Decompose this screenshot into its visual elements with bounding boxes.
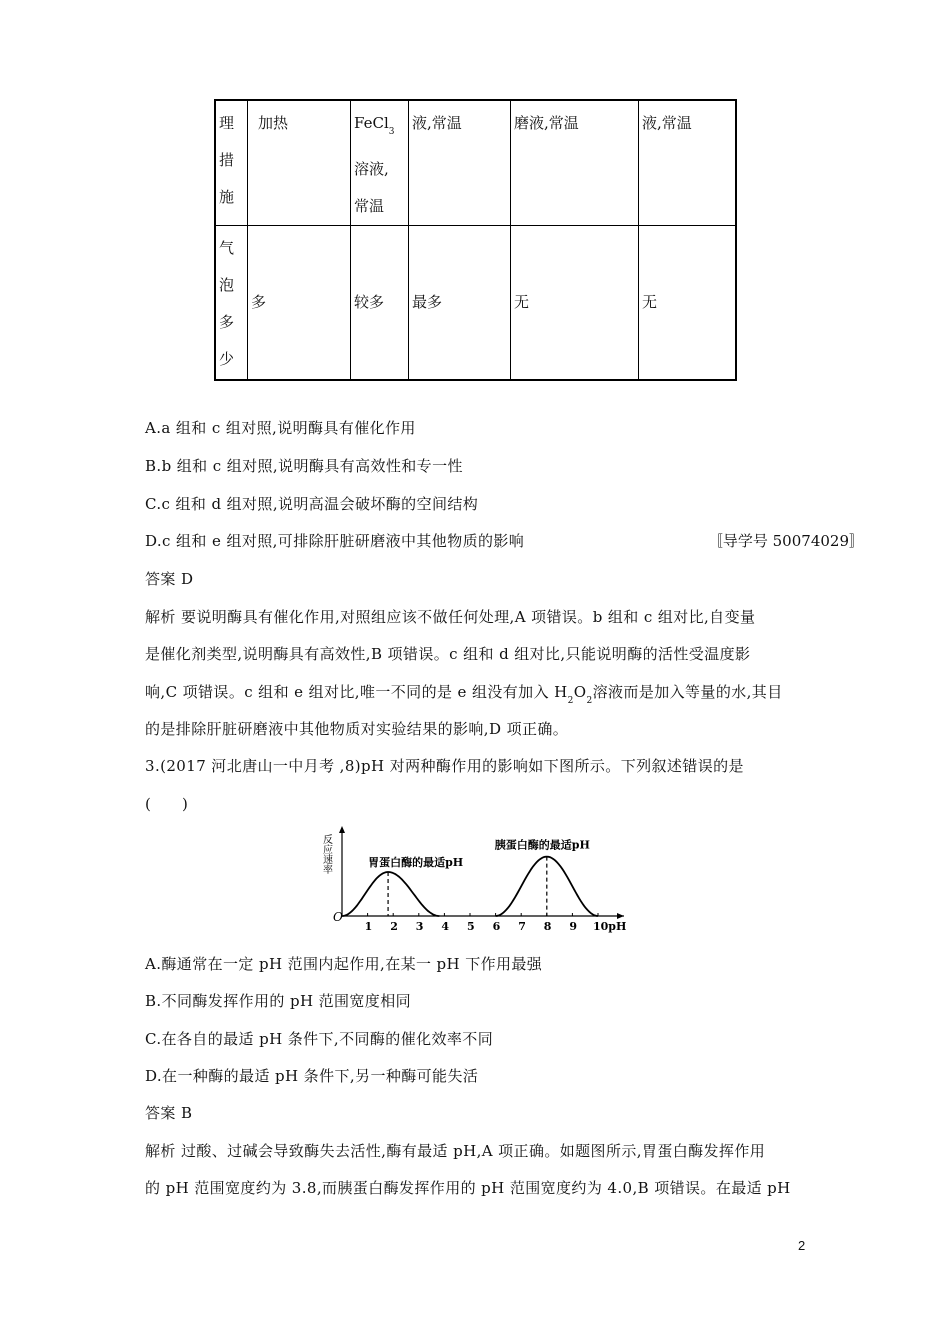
page-number: 2 — [798, 1238, 806, 1253]
q3-explanation-line: 的 pH 范围宽度约为 3.8,而胰蛋白酶发挥作用的 pH 范围宽度约为 4.0,B 项错误。在最适 pH — [145, 1179, 791, 1197]
row-header-bubbles: 气 泡 多 少 — [215, 226, 248, 380]
table-cell: 加热 — [248, 100, 351, 226]
q2-explanation-line: 响,C 项错误。c 组和 e 组对比,唯一不同的是 e 组没有加入 $H_2O_2$溶液而是加入等量的水,其目 — [145, 683, 783, 706]
x-tick-label: 7 — [518, 920, 526, 933]
x-axis-arrow — [617, 913, 624, 919]
q2-explanation-line: 是催化剂类型,说明酶具有高效性,B 项错误。c 组和 d 组对比,只能说明酶的活性受温度影 — [145, 645, 751, 663]
table-cell: 液,常温 — [409, 100, 511, 226]
table-row-treatment — [215, 100, 736, 226]
q2-explanation-line: 解析 要说明酶具有催化作用,对照组应该不做任何处理,A 项错误。b 组和 c 组对比,自变量 — [145, 608, 756, 626]
q2-option-d: D.c 组和 e 组对照,可排除肝脏研磨液中其他物质的影响 — [145, 532, 525, 550]
ph-enzyme-chart — [318, 822, 628, 934]
q2-option-c: C.c 组和 d 组对照,说明高温会破坏酶的空间结构 — [145, 495, 479, 513]
q3-explanation-line: 解析 过酸、过碱会导致酶失去活性,酶有最适 pH,A 项正确。如题图所示,胃蛋白酶发挥作用 — [145, 1142, 766, 1160]
table-cell-fecl3: FeCl$_3$ 溶液, 常温 — [351, 100, 409, 226]
q2-option-a: A.a 组和 c 组对照,说明酶具有催化作用 — [145, 419, 416, 437]
x-tick-label: 5 — [467, 920, 475, 933]
x-tick-label: 2 — [390, 920, 398, 933]
table-cell: 最多 — [409, 226, 511, 380]
x-tick-label: 4 — [441, 920, 450, 933]
x-tick-label: 1 — [364, 920, 373, 933]
y-axis-label: 反应速率 — [320, 834, 332, 874]
q2-explanation-line: 的是排除肝脏研磨液中其他物质对实验结果的影响,D 项正确。 — [145, 720, 569, 738]
x-tick-label: 6 — [492, 920, 501, 933]
row-header-treatment: 理 措 施 — [215, 100, 248, 226]
x-tick-label: 8 — [543, 920, 552, 933]
q3-option-c: C.在各自的最适 pH 条件下,不同酶的催化效率不同 — [145, 1030, 494, 1048]
table-row-bubbles — [215, 226, 736, 380]
q3-option-b: B.不同酶发挥作用的 pH 范围宽度相同 — [145, 992, 412, 1010]
x-tick-label: 3 — [415, 920, 424, 933]
experiment-table — [214, 99, 737, 381]
q3-answer: 答案 B — [145, 1104, 193, 1122]
q3-option-a: A.酶通常在一定 pH 范围内起作用,在某一 pH 下作用最强 — [145, 955, 543, 973]
series-curve — [342, 872, 439, 916]
y-axis-arrow — [339, 826, 345, 833]
table-cell: 无 — [639, 226, 737, 380]
x-tick-label: 10pH — [593, 920, 627, 933]
guide-number: 〚导学号 50074029〛 — [707, 532, 864, 550]
q3-answer-paren: ( ) — [145, 795, 189, 813]
table-cell: 无 — [511, 226, 639, 380]
origin-label: O — [333, 910, 343, 924]
series-label: 胃蛋白酶的最适pH — [368, 856, 464, 869]
q3-stem: 3.(2017 河北唐山一中月考 ,8)pH 对两种酶作用的影响如下图所示。下列叙述错误的是 — [145, 757, 744, 775]
series-label: 胰蛋白酶的最适pH — [494, 838, 590, 852]
table-cell: 磨液,常温 — [511, 100, 639, 226]
q2-option-b: B.b 组和 c 组对照,说明酶具有高效性和专一性 — [145, 457, 463, 475]
table-cell: 多 — [248, 226, 351, 380]
table-cell: 液,常温 — [639, 100, 737, 226]
table-cell: 较多 — [351, 226, 409, 380]
q2-answer: 答案 D — [145, 570, 194, 588]
x-tick-label: 9 — [569, 920, 578, 933]
q3-option-d: D.在一种酶的最适 pH 条件下,另一种酶可能失活 — [145, 1067, 479, 1085]
